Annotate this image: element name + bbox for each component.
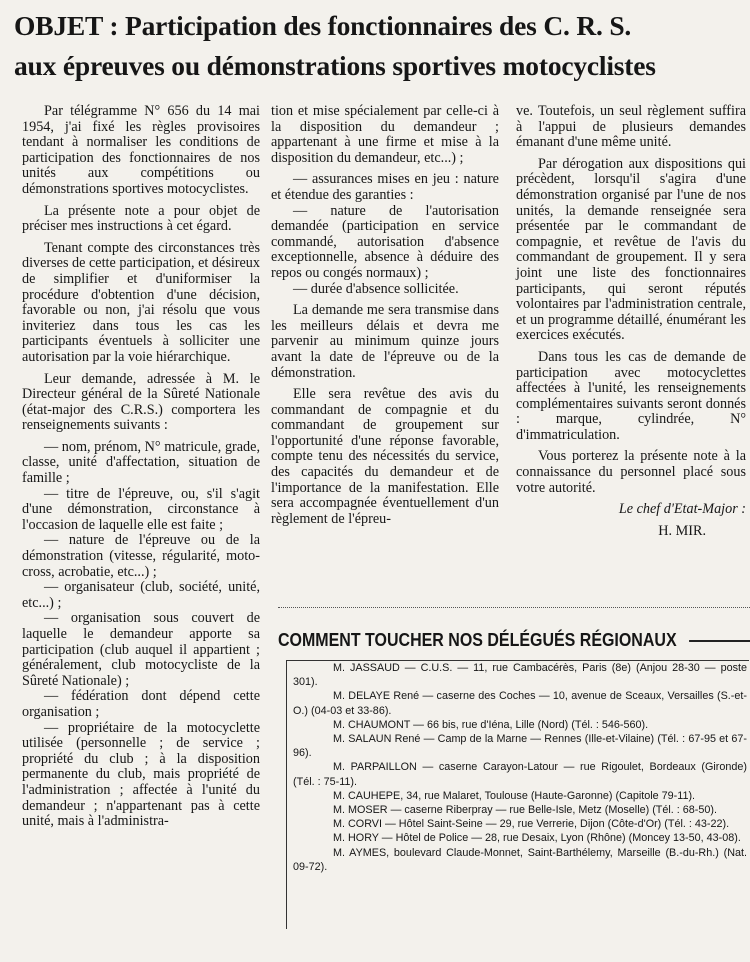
paragraph: Par dérogation aux dispositions qui précèdent, lorsqu'il s'agira d'une démonstration organisé par l'une de nos unités, la demande renseignée sera présentée par le commandant de compagnie, et revêtue de l'avis du commandant de groupement. Il y sera joint une liste des fonctionnaires participants, qui seront réputés volontaires par l'administration centrale, et un programme détaillé, énumérant les exercices exécutés. xyxy=(516,155,746,344)
list-item: — organisateur (club, société, unité, etc...) ; xyxy=(22,579,260,611)
title-line-2: aux épreuves ou démonstrations sportives motocyclistes xyxy=(14,50,656,81)
list-item: — nature de l'épreuve ou de la démonstration (vitesse, régularité, moto-cross, acrobatie, etc...) ; xyxy=(22,532,260,580)
list-item: — durée d'absence sollicitée. xyxy=(293,280,459,297)
paragraph: Leur demande, adressée à M. le Directeur général de la Sûreté Nationale (état-major des C.R.S.) comportera les renseignements suivants : xyxy=(22,370,260,434)
list-item: M. CORVI — Hôtel Saint-Seine — 29, rue Verrerie, Dijon (Côte-d'Or) (Tél. : 43-22). xyxy=(333,818,730,831)
list-item: — organisation sous couvert de laquelle le demandeur apporte sa participation (club auquel il appartient ; généralement, club motocycliste de la Sûreté Nationale) ; xyxy=(22,610,260,689)
delegates-heading-text: COMMENT TOUCHER NOS DÉLÉGUÉS RÉGIONAUX xyxy=(278,629,677,650)
paragraph: tion et mise spécialement par celle-ci à la disposition du demandeur ; appartenant à une firme et mise à la disposition du demandeur, etc...) ; xyxy=(271,103,499,166)
list-item: — nom, prénom, N° matricule, grade, classe, unité d'affectation, situation de famille ; xyxy=(22,438,260,487)
title-line-1: OBJET : Participation des fonctionnaires des C. R. S. xyxy=(14,10,632,41)
dotted-divider xyxy=(278,607,750,608)
list-item: M. HORY — Hôtel de Police — 28, rue Desaix, Lyon (Rhône) (Moncey 13-50, 43-08). xyxy=(333,832,741,845)
list-item: M. JASSAUD — C.U.S. — 11, rue Cambacérès, Paris (8e) (Anjou 28-30 — poste 301). xyxy=(293,662,747,689)
list-item: — assurances mises en jeu : nature et étendue des garanties : xyxy=(271,171,499,203)
list-item: M. PARPAILLON — caserne Carayon-Latour — rue Rigoulet, Bordeaux (Gironde) (Tél. : 75-11). xyxy=(293,761,747,788)
paragraph: Elle sera revêtue des avis du commandant de compagnie et du commandant de groupement sur l'opportunité d'une réponse favorable, compte tenu des nécessités du service, des capacités du demandeur et de l'importance de la manifestation. Elle sera accompagnée éventuellement d'un règlement de l'épreu- xyxy=(271,386,499,527)
paragraph: ve. Toutefois, un seul règlement suffira à l'appui de plusieurs demandes émanant d'une même unité. xyxy=(516,103,746,151)
list-item: M. AYMES, boulevard Claude-Monnet, Saint-Barthélemy, Marseille (B.-du-Rh.) (Nat. 09-72). xyxy=(293,846,747,873)
list-item: — fédération dont dépend cette organisation ; xyxy=(22,688,260,720)
list-item: — propriétaire de la motocyclette utilisée (personnelle ; de service ; propriété du club ; à la disposition permanente du club, mais propriété de l'administration ; affectée à l'unité du demandeur ; n'appartenant pas à cette unité, mais à l'administra- xyxy=(22,719,260,830)
list-item: M. DELAYE René — caserne des Coches — 10, avenue de Sceaux, Versailles (S.-et-O.) (04-03 et 33-86). xyxy=(293,690,747,717)
list-item: M. SALAUN René — Camp de la Marne — Rennes (Ille-et-Vilaine) (Tél. : 67-95 et 67-96). xyxy=(293,733,747,760)
signature-title: Le chef d'Etat-Major : xyxy=(618,501,746,518)
list-item: M. MOSER — caserne Riberpray — rue Belle-Isle, Metz (Moselle) (Tél. : 68-50). xyxy=(333,804,717,817)
text-column-2 xyxy=(271,104,499,533)
list-item: M. CHAUMONT — 66 bis, rue d'Iéna, Lille (Nord) (Tél. : 546-560). xyxy=(333,718,649,731)
heading-rule xyxy=(689,640,750,642)
paragraph: Par télégramme N° 656 du 14 mai 1954, j'ai fixé les règles provisoires tendant à normaliser les conditions de participation des fonctionnaires de nos unités aux compétitions ou démonstrations sportives motocyclistes. xyxy=(22,103,260,197)
list-item: — nature de l'autorisation demandée (participation en service commandé, autorisation d'absence exceptionnelle, absence à déduire des repos ou congés normaux) ; xyxy=(271,202,499,281)
page-title xyxy=(14,6,744,86)
paragraph: La demande me sera transmise dans les meilleurs délais et devra me parvenir au minimum quinze jours avant la date de l'épreuve ou de la démonstration. xyxy=(271,302,499,381)
delegates-heading xyxy=(278,628,684,652)
paragraph: Tenant compte des circonstances très diverses de cette participation, et désireux de simplifier et d'uniformiser la procédure d'obtention d'une décision, favorable ou non, j'ai résolu que vous inviteriez dans tous les cas les participants éventuels à solliciter une autorisation par la voie hiérarchique. xyxy=(22,239,260,365)
list-item: M. CAUHEPE, 34, rue Malaret, Toulouse (Haute-Garonne) (Capitole 79-11). xyxy=(333,789,696,802)
paragraph: La présente note a pour objet de préciser mes instructions à cet égard. xyxy=(22,202,260,235)
list-item: — titre de l'épreuve, ou, s'il s'agit d'une démonstration, circonstance à l'occasion de laquelle elle est faite ; xyxy=(22,485,260,533)
paragraph: Dans tous les cas de demande de participation avec motocyclettes affectées à l'unité, les renseignements complémentaires suivants seront donnés : marque, cylindrée, N° d'immatriculation. xyxy=(516,348,746,443)
paragraph: Vous porterez la présente note à la connaissance du personnel placé sous votre autorité. xyxy=(516,448,746,496)
text-column-1 xyxy=(22,104,260,830)
delegates-box xyxy=(286,660,749,929)
text-column-3 xyxy=(516,104,746,545)
signature-name: H. MIR. xyxy=(658,522,706,539)
